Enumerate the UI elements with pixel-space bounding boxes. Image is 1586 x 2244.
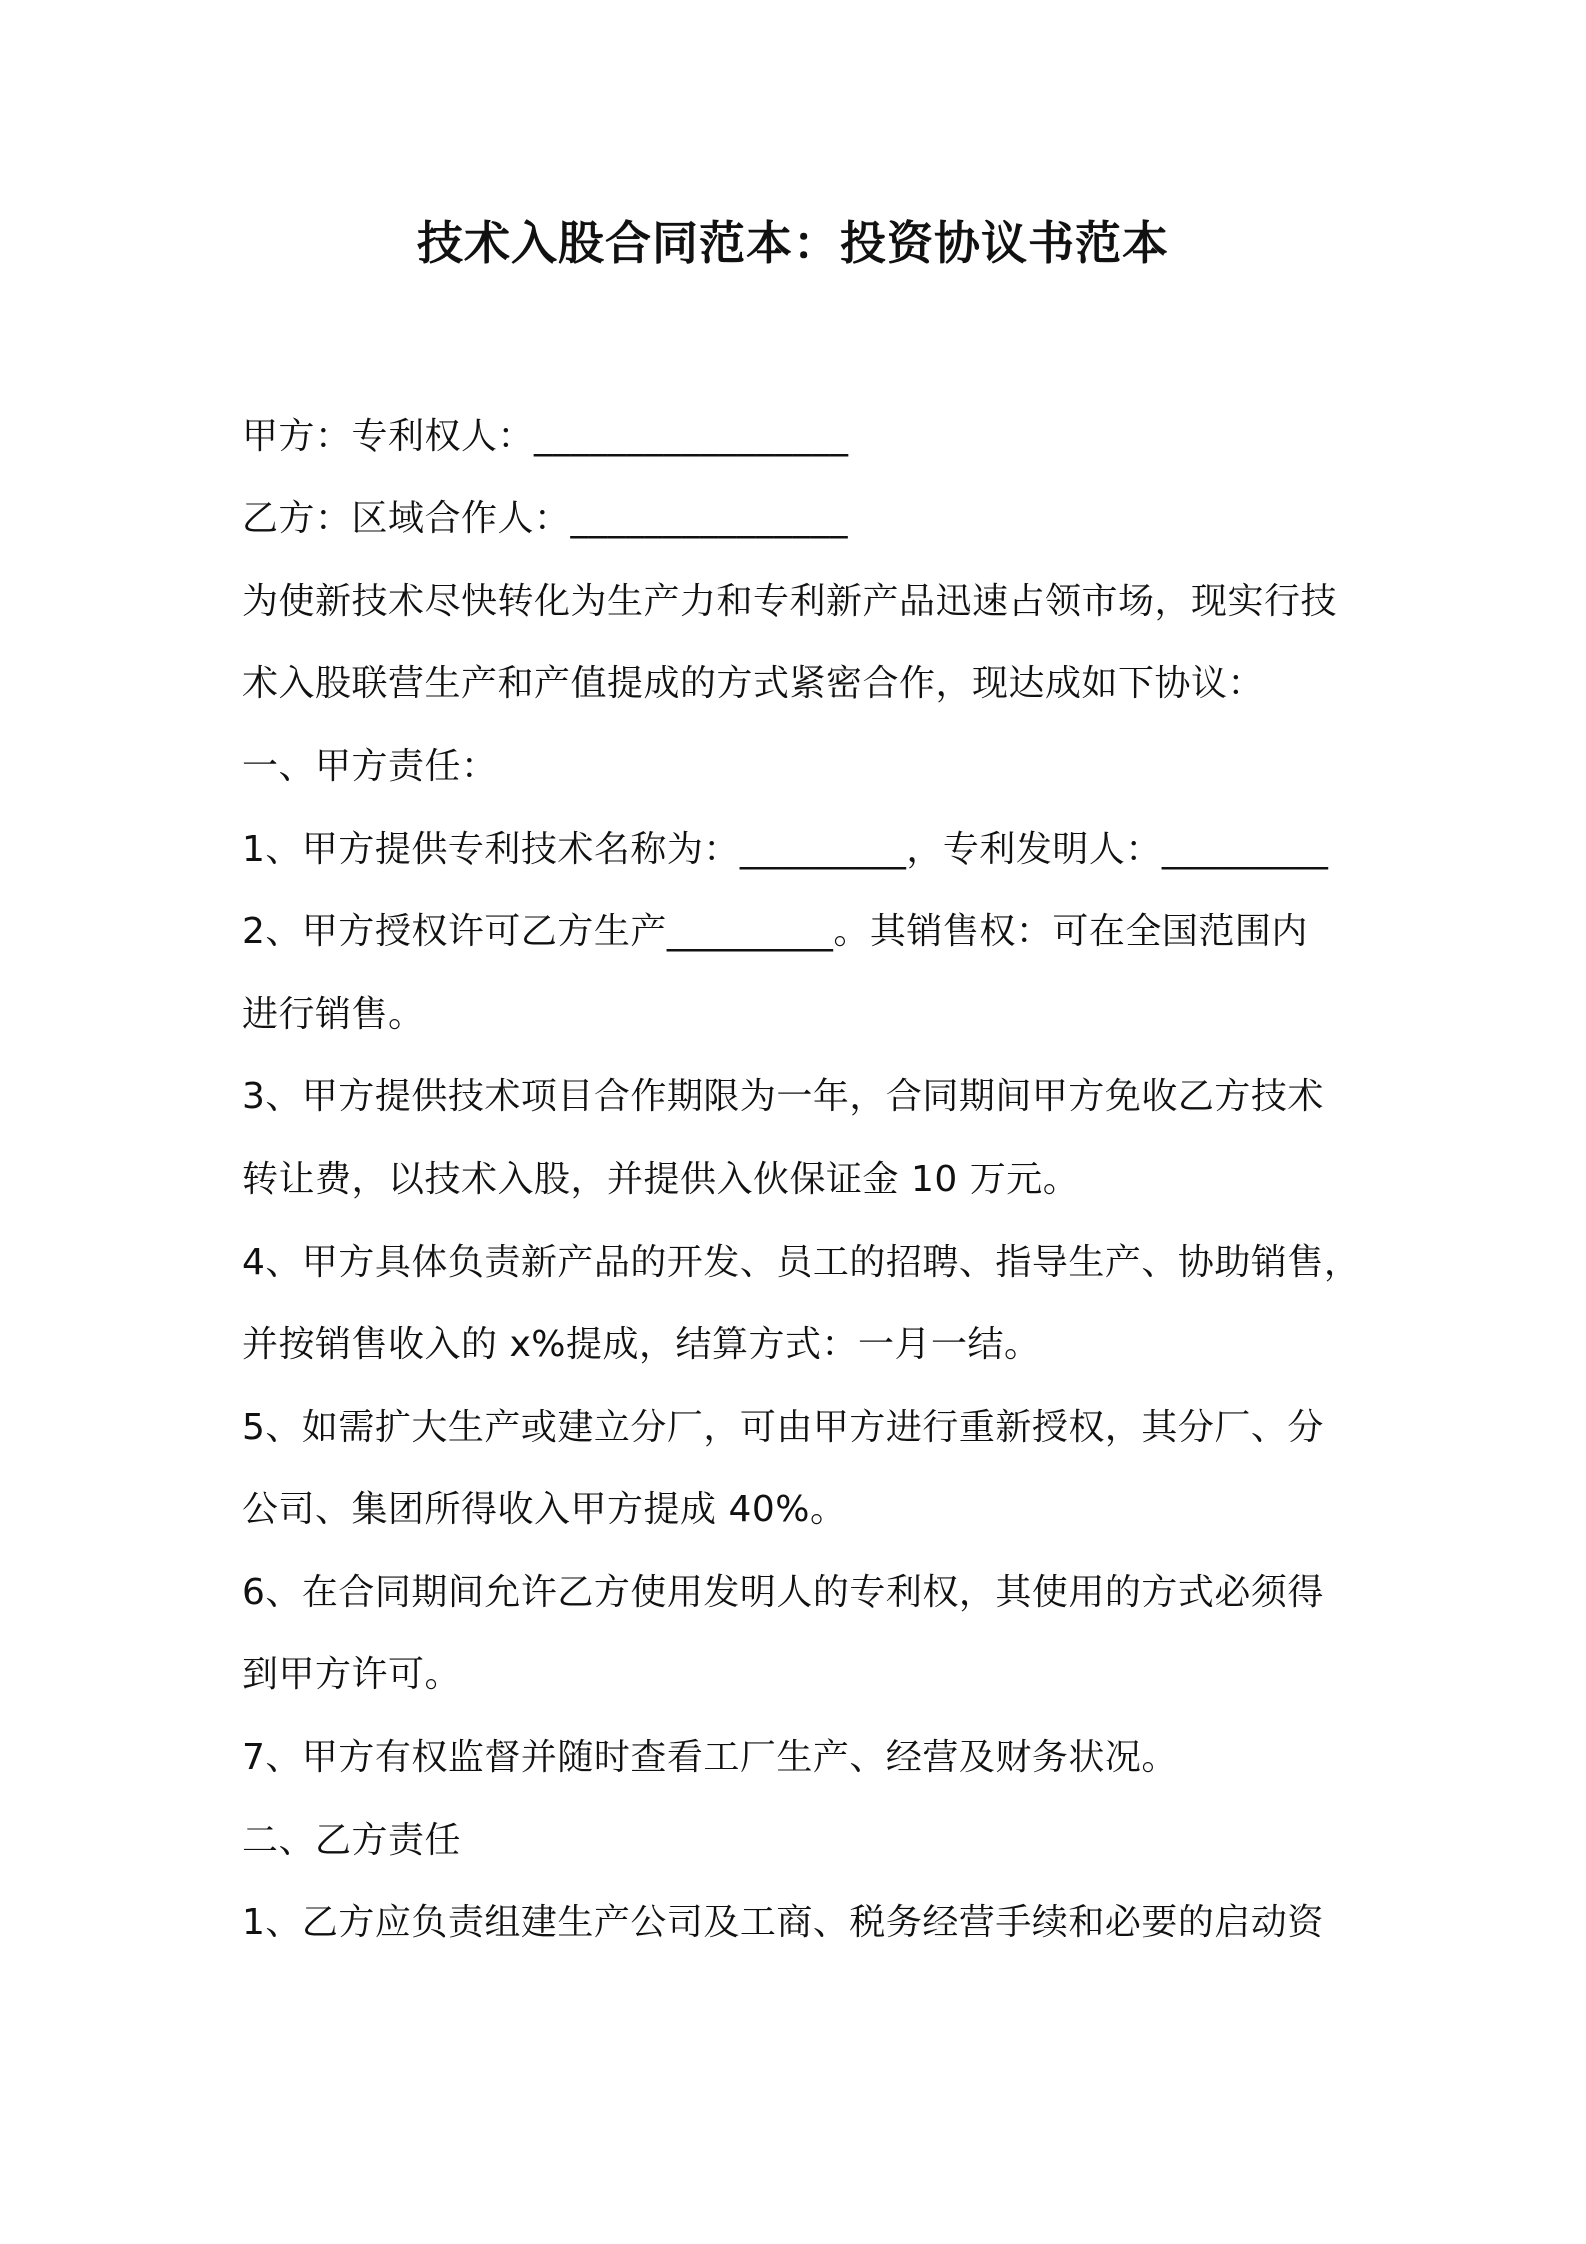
party-b-line: 乙方：区域合作人：_______________: [242, 498, 849, 539]
clause-a7-line-1: 7、甲方有权监督并随时查看工厂生产、经营及财务状况。: [242, 1737, 1178, 1778]
clause-a5-line-2: 公司、集团所得收入甲方提成 40%。: [242, 1489, 847, 1530]
clause-a2-line-2: 进行销售。: [242, 994, 425, 1035]
document-title: 技术入股合同范本：投资协议书范本: [417, 216, 1169, 270]
clause-a4-line-1: 4、甲方具体负责新产品的开发、员工的招聘、指导生产、协助销售，: [242, 1242, 1361, 1283]
clause-a4-line-2: 并按销售收入的 x%提成，结算方式：一月一结。: [242, 1324, 1041, 1365]
section-heading-party-a: 一、甲方责任：: [242, 746, 498, 787]
preamble-line-2: 术入股联营生产和产值提成的方式紧密合作，现达成如下协议：: [242, 663, 1265, 704]
clause-a3-line-2: 转让费，以技术入股，并提供入伙保证金 10 万元。: [242, 1159, 1080, 1200]
clause-b1-line-1: 1、乙方应负责组建生产公司及工商、税务经营手续和必要的启动资: [242, 1902, 1324, 1943]
clause-a1-line-1: 1、甲方提供专利技术名称为：_________，专利发明人：_________: [242, 829, 1329, 870]
preamble-line-1: 为使新技术尽快转化为生产力和专利新产品迅速占领市场，现实行技: [242, 581, 1338, 622]
clause-a6-line-1: 6、在合同期间允许乙方使用发明人的专利权，其使用的方式必须得: [242, 1572, 1324, 1613]
clause-a5-line-1: 5、如需扩大生产或建立分厂，可由甲方进行重新授权，其分厂、分: [242, 1407, 1324, 1448]
clause-a2-line-1: 2、甲方授权许可乙方生产_________。其销售权：可在全国范围内: [242, 911, 1308, 952]
section-heading-party-b: 二、乙方责任: [242, 1820, 462, 1861]
clause-a6-line-2: 到甲方许可。: [242, 1654, 462, 1695]
clause-a3-line-1: 3、甲方提供技术项目合作期限为一年，合同期间甲方免收乙方技术: [242, 1076, 1324, 1117]
party-a-line: 甲方：专利权人：_________________: [242, 416, 849, 457]
